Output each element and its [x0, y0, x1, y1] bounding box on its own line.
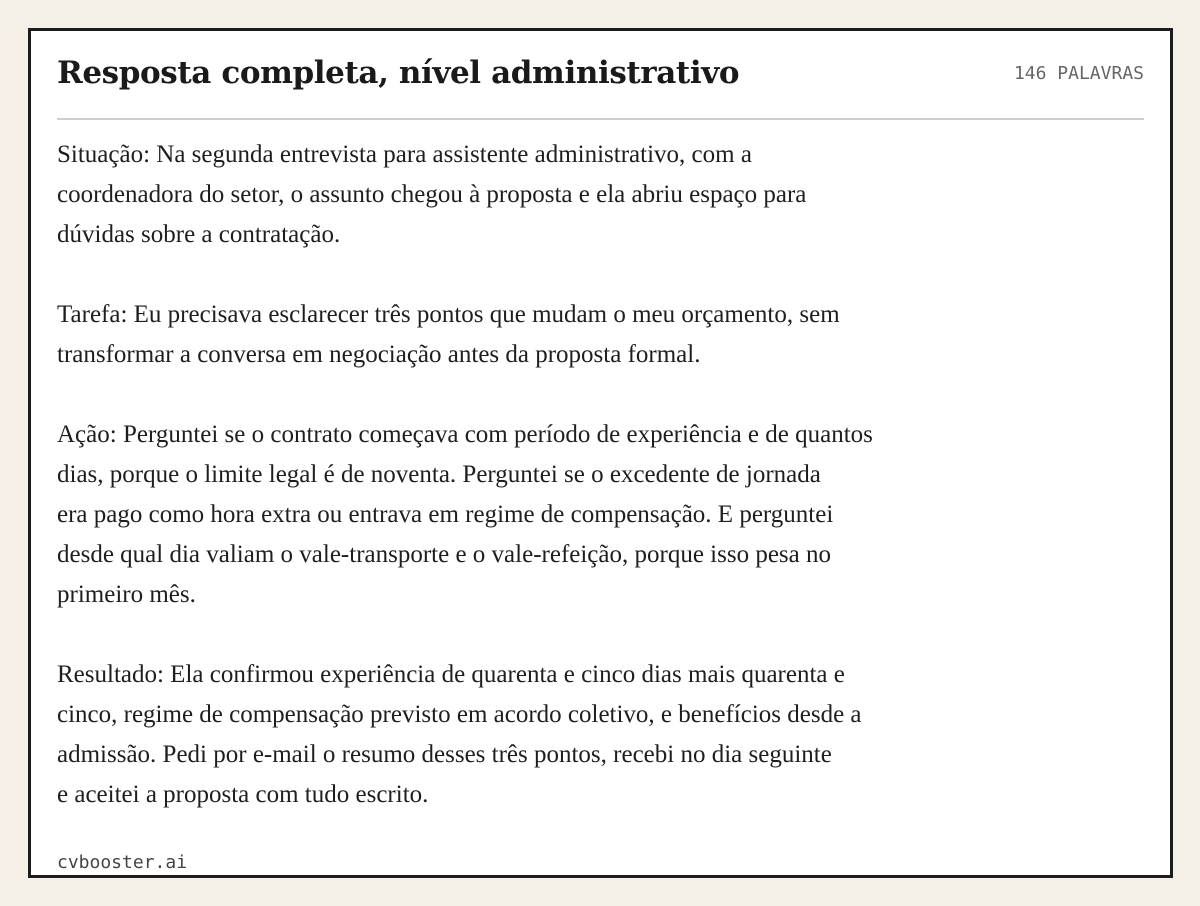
- paragraph-resultado: Resultado: Ela confirmou experiência de quarenta e cinco dias mais quarenta e cinco, regime de compensação previsto em acordo coletivo, e benefícios desde a admissão. Pedi por e-mail o resumo desses três pontos, recebi no dia seguinte e aceitei a proposta com tudo escrito.: [57, 661, 862, 808]
- brand-footer: cvbooster.ai: [57, 852, 188, 873]
- answer-body: [57, 135, 1057, 855]
- paragraph-acao: Ação: Perguntei se o contrato começava com período de experiência e de quantos dias, porque o limite legal é de noventa. Perguntei se o excedente de jornada era pago como hora extra ou entrava em regime de compensação. E perguntei desde qual dia valiam o vale-transporte e o vale-refeição, porque isso pesa no primeiro mês.: [57, 421, 873, 608]
- word-count: 146 PALAVRAS: [1013, 63, 1144, 84]
- paragraph-tarefa: Tarefa: Eu precisava esclarecer três pontos que mudam o meu orçamento, sem transformar a conversa em negociação antes da proposta formal.: [57, 301, 840, 368]
- card-title: Resposta completa, nível administrativo: [57, 55, 740, 91]
- paragraph-situacao: Situação: Na segunda entrevista para assistente administrativo, com a coordenadora do setor, o assunto chegou à proposta e ela abriu espaço para dúvidas sobre a contratação.: [57, 141, 807, 248]
- card-header: [57, 31, 1144, 120]
- answer-card: [28, 28, 1173, 878]
